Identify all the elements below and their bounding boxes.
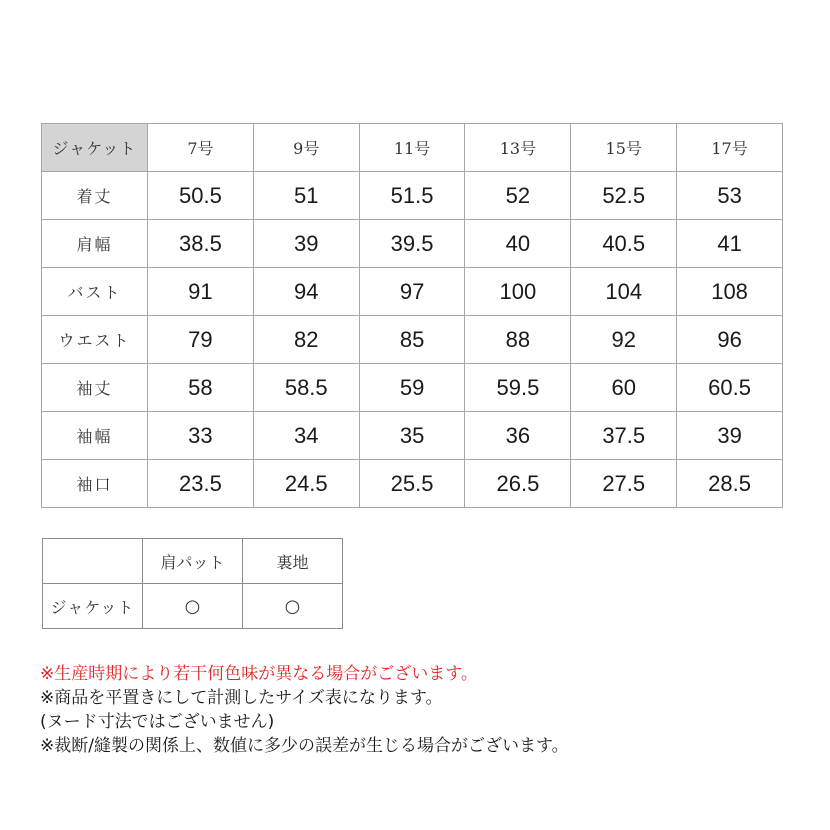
table-row (42, 220, 783, 268)
nude-size-note: (ヌード寸法ではございません) (40, 712, 275, 732)
table-cell: 35 (359, 412, 465, 460)
table-cell: 28.5 (677, 460, 783, 508)
table-cell: 58 (148, 364, 254, 412)
table-cell: 27.5 (571, 460, 677, 508)
table-cell: 36 (465, 412, 571, 460)
table-cell: 59.5 (465, 364, 571, 412)
table-cell: 82 (253, 316, 359, 364)
table-cell: 96 (677, 316, 783, 364)
table-cell: 100 (465, 268, 571, 316)
table-cell: 34 (253, 412, 359, 460)
table-cell: 41 (677, 220, 783, 268)
measurement-note: ※商品を平置きにして計測したサイズ表になります。 (40, 688, 443, 708)
table-cell: 108 (677, 268, 783, 316)
size-header-13: 13号 (465, 124, 571, 172)
table-row (42, 364, 783, 412)
table-row (42, 460, 783, 508)
size-table-corner: ジャケット (42, 124, 148, 172)
spec-row (43, 584, 343, 629)
table-cell: 85 (359, 316, 465, 364)
size-header-row (42, 124, 783, 172)
size-header-17: 17号 (677, 124, 783, 172)
table-cell: 52 (465, 172, 571, 220)
color-warning-note: ※生産時期により若干何色味が異なる場合がございます。 (40, 664, 478, 684)
table-cell: 40.5 (571, 220, 677, 268)
table-cell: 39 (253, 220, 359, 268)
row-label-shoulder: 肩幅 (42, 220, 148, 268)
table-row (42, 172, 783, 220)
spec-table-corner (43, 539, 143, 584)
table-cell: 60.5 (677, 364, 783, 412)
table-cell: 52.5 (571, 172, 677, 220)
table-cell: 38.5 (148, 220, 254, 268)
table-cell: 50.5 (148, 172, 254, 220)
tolerance-note: ※裁断/縫製の関係上、数値に多少の誤差が生じる場合がございます。 (40, 736, 569, 756)
spec-row-label: ジャケット (43, 584, 143, 629)
table-cell: 94 (253, 268, 359, 316)
table-cell: 26.5 (465, 460, 571, 508)
size-header-7: 7号 (148, 124, 254, 172)
spec-header-row (43, 539, 343, 584)
row-label-cuff: 袖口 (42, 460, 148, 508)
size-header-11: 11号 (359, 124, 465, 172)
table-cell: 39 (677, 412, 783, 460)
row-label-bust: バスト (42, 268, 148, 316)
table-cell: 23.5 (148, 460, 254, 508)
row-label-length: 着丈 (42, 172, 148, 220)
size-header-9: 9号 (253, 124, 359, 172)
table-cell: 51 (253, 172, 359, 220)
row-label-sleeve-width: 袖幅 (42, 412, 148, 460)
table-cell: 25.5 (359, 460, 465, 508)
table-cell: 40 (465, 220, 571, 268)
table-cell: 37.5 (571, 412, 677, 460)
table-cell: 24.5 (253, 460, 359, 508)
table-row (42, 316, 783, 364)
spec-table (42, 538, 343, 629)
table-cell: 97 (359, 268, 465, 316)
table-cell: 51.5 (359, 172, 465, 220)
row-label-sleeve-length: 袖丈 (42, 364, 148, 412)
row-label-waist: ウエスト (42, 316, 148, 364)
spec-header-lining: 裏地 (243, 539, 343, 584)
size-header-15: 15号 (571, 124, 677, 172)
notes (40, 662, 820, 758)
table-cell: 60 (571, 364, 677, 412)
table-row (42, 412, 783, 460)
table-cell: 39.5 (359, 220, 465, 268)
table-cell: 59 (359, 364, 465, 412)
table-cell: 104 (571, 268, 677, 316)
spec-header-shoulder-pad: 肩パット (143, 539, 243, 584)
table-cell: 88 (465, 316, 571, 364)
table-cell: 58.5 (253, 364, 359, 412)
table-cell: 33 (148, 412, 254, 460)
table-row (42, 268, 783, 316)
table-cell: 92 (571, 316, 677, 364)
lining-mark: ○ (243, 584, 343, 629)
size-table (41, 123, 783, 508)
shoulder-pad-mark: ○ (143, 584, 243, 629)
table-cell: 79 (148, 316, 254, 364)
table-cell: 91 (148, 268, 254, 316)
table-cell: 53 (677, 172, 783, 220)
